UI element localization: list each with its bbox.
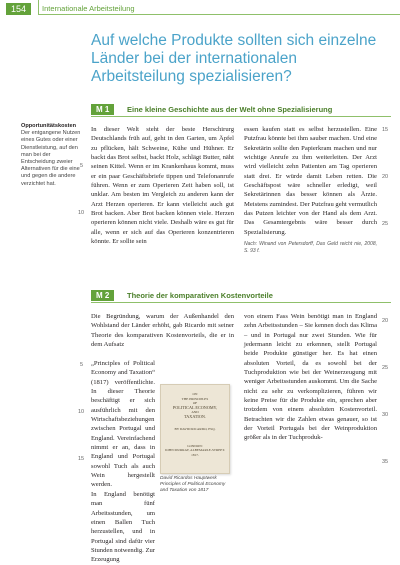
m2-text-intro: Die Begründung, warum der Außenhandel den Wohlstand der Länder erhöht, gab Ricardo mit seiner Theorie des komparativen Kostenvorteils, die er in dem Aufsatz (91, 313, 234, 349)
image-line: ON (192, 392, 198, 396)
section-title: Eine kleine Geschichte aus der Welt ohne Spezialisierung (127, 105, 333, 114)
section-badge: M 2 (91, 290, 114, 301)
m2-intro (91, 312, 234, 349)
line-number: 5 (80, 163, 84, 169)
line-number: 5 (80, 362, 84, 368)
image-line: THE PRINCIPLES (181, 396, 209, 401)
glossary-definition: Der entgangene Nutzen eines Gutes oder einer Dienstleistung, auf den man bei der Entscheidung zweier Alternativen für die eine und gegen die andere verzichtet hat. (21, 130, 81, 187)
page-title: Auf welche Produkte sollten sich einzelne Länder bei der internationalen Arbeitsteilung spezialisieren? (91, 32, 377, 85)
line-number: 10 (78, 210, 85, 216)
line-number: 25 (382, 221, 389, 227)
image-line: 1817. (191, 452, 199, 457)
m2-column-right (244, 312, 377, 443)
m2-text-right: von einem Fass Wein benötigt man in England zehn Arbeitsstunden – Sie kennen doch das Klima – und in Portugal nur zwei Stunden. Wie für jedermann leicht zu erkennen, stellt Portugal beide Produkte günstiger her. Es hat einen absoluten Vorteil, da es sowohl bei der Tuchproduktion wie bei der Weinerzeugung mit weniger Arbeitsstunden auskommt. Um die Sache nicht zu sehr zu verkomplizieren, führen wir keine Preise für die Produkte ein, sprechen aber trotzdem von einem absoluten Kostenvorteil. Betrachten wir die Zahlen etwas genauer, so ist der Vorteil Portugals bei der Weinproduktion größer als in der Tuchproduk- (244, 313, 377, 442)
glossary-box (21, 123, 84, 188)
m1-column-right (244, 125, 377, 255)
line-number: 35 (382, 459, 389, 465)
section-rule (91, 302, 391, 303)
image-line: BY DAVID RICARDO, ESQ. (174, 427, 216, 431)
m1-source: Nach: Winand von Petersdorff, Das Geld reicht nie, 2008, S. 93 f. (244, 241, 377, 255)
m2-text-narrow-a: „Principles of Political Economy and Taxation“ (1817) veröffentlichte. In dieser Theorie beschäftigt er sich ausführlich mit den Wirtschaftsbeziehungen zwischen Portugal und England. Vereinfachend nimmt er an, dass in England und Portugal sowohl Tuch als auch Wein hergestellt werden. (91, 360, 155, 489)
line-number: 15 (382, 127, 389, 133)
section-heading-m2 (91, 290, 391, 302)
line-number: 20 (382, 174, 389, 180)
line-number: 10 (78, 409, 85, 415)
m1-text-left: In dieser Welt steht der beste Herschirurg Deutschlands früh auf, geht in den Garten, um Äpfel zu pflücken, hält Schweine, Kühe und Hühner. Er backt das Brot selbst, backt Holz, schlägt Butter, näht seinen Kittel. Wenn er im Krankenhaus kommt, muss er ein paar Geschäftsbriefe tippen und Telefonanrufe führen. Wenn er zum Operieren Zeit haben soll, ist unklar. Am besten im Vergleich zu anderen kann der Arzt Herzen operieren. Er kann vielleicht auch gut Brot backen. Aber Brot backen können viele. Herzen operieren können nicht viele. Deshalb wäre es gut für alle, wenn er sich auf das Operieren konzentrieren könnte. Er sollte sein (91, 126, 234, 246)
image-line: TAXATION. (184, 413, 206, 419)
image-line: JOHN MURRAY, ALBEMARLE-STREET. (164, 448, 226, 452)
image-caption: David Ricardos Hauptwerk Principles of Political Economy and Taxation von 1817 (160, 476, 226, 493)
m2-text-narrow-b: In England benötigt man fünf Arbeitsstunden, um einen Ballen Tuch herzustellen, und in Portugal sind dafür vier Stunden notwendig. Zur Erzeugung (91, 490, 155, 564)
header-rule (38, 14, 400, 15)
line-number: 30 (382, 412, 389, 418)
page-number: 154 (6, 3, 31, 15)
section-heading-m1 (91, 104, 391, 116)
running-head: Internationale Arbeitsteilung (42, 4, 135, 13)
running-header (0, 0, 400, 22)
line-number: 25 (382, 365, 389, 371)
header-divider (38, 0, 39, 14)
m1-text-right: essen kaufen statt es selbst herzustellen. Eine Putzfrau könnte bei ihm sauber machen. Und eine Sekretärin sollte den Papierkram machen und nur wichtige Anrufe zu ihm weiterleiten. Der Arzt wird vielleicht zehn Patienten am Tag operieren statt drei. Er würde damit Leben retten. Die Geschäftspost wäre schneller erledigt, weil Sekretärinnen das besser können als Ärzte. Meistens zumindest. Der Putzfrau geht vermutlich das Putzen leichter von der Hand als dem Arzt. Das Gesamtergebnis wäre besser durch Spezialisierung. (244, 126, 377, 236)
line-number: 15 (78, 456, 85, 462)
book-title-page-image (160, 384, 230, 474)
image-line: AND (191, 410, 199, 414)
image-line: POLITICAL ECONOMY, (172, 404, 218, 410)
section-rule (91, 116, 391, 117)
m1-column-left (91, 125, 234, 246)
section-title: Theorie der komparativen Kostenvorteile (127, 291, 273, 300)
image-line: OF (192, 401, 198, 405)
line-number: 20 (382, 318, 389, 324)
image-line: LONDON: (187, 443, 203, 448)
glossary-term: Opportunitätskosten (21, 123, 77, 129)
section-badge: M 1 (91, 104, 114, 115)
